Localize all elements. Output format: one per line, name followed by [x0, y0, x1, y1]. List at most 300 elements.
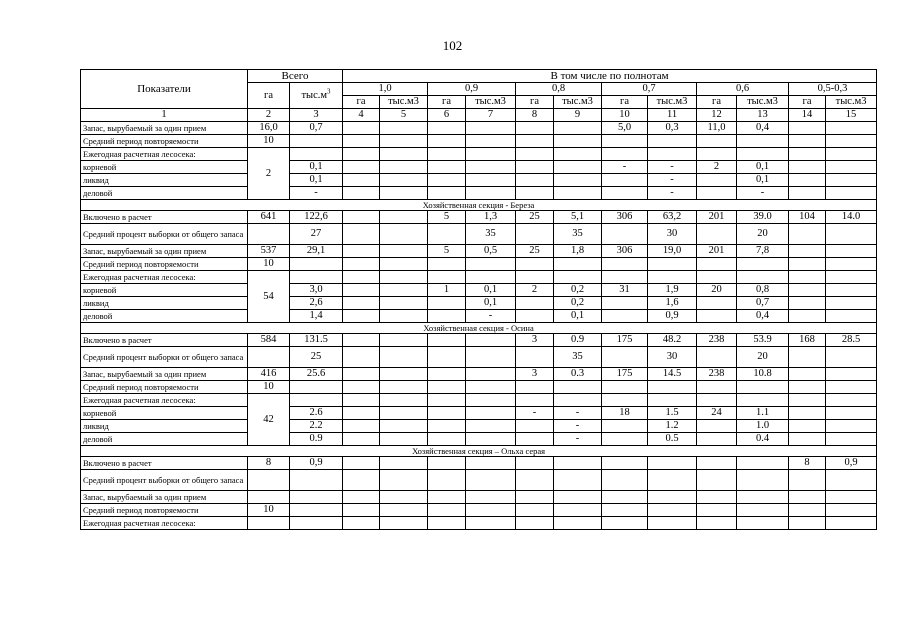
- row-label: Средний процент выборки от общего запаса: [81, 470, 248, 491]
- table-cell: 1: [428, 284, 466, 297]
- table-cell: [380, 420, 428, 433]
- table-cell: [290, 491, 343, 504]
- table-cell: [648, 271, 697, 284]
- table-cell: [697, 381, 737, 394]
- table-cell: [697, 470, 737, 491]
- table-cell: [428, 224, 466, 245]
- table-cell: [826, 381, 877, 394]
- table-cell: [428, 135, 466, 148]
- table-cell: [789, 368, 826, 381]
- table-cell: [428, 187, 466, 200]
- unit-ha: га: [516, 96, 554, 109]
- table-cell: [602, 187, 648, 200]
- row-label: Включено в расчет: [81, 457, 248, 470]
- table-cell: [826, 245, 877, 258]
- table-cell: [466, 122, 516, 135]
- table-cell: [466, 368, 516, 381]
- table-cell: [380, 284, 428, 297]
- table-cell: [428, 491, 466, 504]
- table-cell: 0,1: [290, 174, 343, 187]
- table-cell: [516, 381, 554, 394]
- table-cell: [380, 491, 428, 504]
- density-0-5-0-3: 0,5-0,3: [789, 83, 877, 96]
- table-cell: [343, 310, 380, 323]
- table-cell: [343, 381, 380, 394]
- table-cell: 537: [248, 245, 290, 258]
- table-cell: [343, 347, 380, 368]
- table-cell: [697, 310, 737, 323]
- table-cell: [380, 310, 428, 323]
- table-cell: [343, 491, 380, 504]
- table-cell: 10: [248, 381, 290, 394]
- table-cell: [466, 517, 516, 530]
- row-label: ликвид: [81, 297, 248, 310]
- table-cell: [380, 297, 428, 310]
- table-cell: [737, 148, 789, 161]
- table-cell: [554, 517, 602, 530]
- table-cell: 416: [248, 368, 290, 381]
- table-cell: [343, 174, 380, 187]
- table-cell: [789, 407, 826, 420]
- unit-m3: тыс.м3: [648, 96, 697, 109]
- table-cell: 0,1: [737, 174, 789, 187]
- table-cell: [826, 517, 877, 530]
- table-cell: [428, 470, 466, 491]
- table-cell: 10: [248, 258, 290, 271]
- table-cell: [516, 161, 554, 174]
- table-cell: [516, 394, 554, 407]
- table-cell: [648, 135, 697, 148]
- table-cell: [789, 470, 826, 491]
- table-cell: 5,1: [554, 211, 602, 224]
- table-cell: [466, 258, 516, 271]
- total-header: Всего: [248, 70, 343, 83]
- table-cell: [826, 271, 877, 284]
- annual-ha-cell: 2: [248, 148, 290, 200]
- table-cell: [826, 433, 877, 446]
- table-cell: [466, 407, 516, 420]
- table-cell: 175: [602, 334, 648, 347]
- table-cell: [428, 122, 466, 135]
- table-cell: [380, 457, 428, 470]
- table-cell: [697, 420, 737, 433]
- table-cell: [466, 148, 516, 161]
- table-cell: [826, 491, 877, 504]
- table-cell: 48.2: [648, 334, 697, 347]
- table-cell: [248, 347, 290, 368]
- table-cell: [554, 187, 602, 200]
- table-cell: [697, 347, 737, 368]
- table-cell: [648, 394, 697, 407]
- table-cell: 25: [290, 347, 343, 368]
- table-cell: [789, 161, 826, 174]
- table-cell: [428, 504, 466, 517]
- table-cell: [737, 504, 789, 517]
- table-cell: 27: [290, 224, 343, 245]
- table-cell: [248, 491, 290, 504]
- table-cell: [466, 174, 516, 187]
- table-cell: 1,9: [648, 284, 697, 297]
- table-cell: [343, 148, 380, 161]
- table-cell: 175: [602, 368, 648, 381]
- table-cell: [343, 470, 380, 491]
- table-cell: [343, 245, 380, 258]
- table-cell: [648, 504, 697, 517]
- density-0-7: 0,7: [602, 83, 697, 96]
- table-cell: 5: [428, 245, 466, 258]
- table-cell: 35: [554, 347, 602, 368]
- table-cell: [602, 224, 648, 245]
- row-label: Запас, вырубаемый за один прием: [81, 368, 248, 381]
- table-cell: [516, 271, 554, 284]
- table-cell: [602, 381, 648, 394]
- table-cell: [428, 347, 466, 368]
- table-cell: [826, 135, 877, 148]
- table-cell: [826, 470, 877, 491]
- table-cell: [290, 504, 343, 517]
- col-num: 12: [697, 109, 737, 122]
- density-0-6: 0,6: [697, 83, 789, 96]
- table-cell: [380, 148, 428, 161]
- table-cell: [602, 517, 648, 530]
- table-cell: 0,5: [466, 245, 516, 258]
- table-cell: [697, 504, 737, 517]
- table-cell: [697, 135, 737, 148]
- table-cell: [826, 258, 877, 271]
- table-cell: [826, 187, 877, 200]
- table-row: [81, 224, 877, 245]
- table-cell: 5,0: [602, 122, 648, 135]
- table-cell: [602, 470, 648, 491]
- table-cell: [789, 517, 826, 530]
- table-row: [81, 258, 877, 271]
- table-cell: [737, 381, 789, 394]
- table-cell: [380, 258, 428, 271]
- table-cell: [516, 297, 554, 310]
- table-cell: [789, 394, 826, 407]
- table-cell: [826, 368, 877, 381]
- table-cell: [466, 433, 516, 446]
- table-cell: 5: [428, 211, 466, 224]
- table-cell: [789, 187, 826, 200]
- row-label: Ежегодная расчетная лесосека:: [81, 517, 248, 530]
- row-label: Средний период повторяемости: [81, 381, 248, 394]
- table-cell: [380, 394, 428, 407]
- table-cell: -: [648, 174, 697, 187]
- table-cell: [380, 211, 428, 224]
- table-row: [81, 135, 877, 148]
- table-cell: [554, 122, 602, 135]
- table-cell: [554, 271, 602, 284]
- table-cell: [290, 381, 343, 394]
- table-cell: [826, 224, 877, 245]
- table-cell: 0.3: [554, 368, 602, 381]
- row-label: корневой: [81, 407, 248, 420]
- table-cell: [826, 407, 877, 420]
- table-cell: 20: [737, 224, 789, 245]
- table-cell: -: [466, 310, 516, 323]
- table-cell: 30: [648, 347, 697, 368]
- table-cell: [428, 297, 466, 310]
- table-cell: [826, 347, 877, 368]
- table-cell: [428, 457, 466, 470]
- section-header-row: [81, 200, 877, 211]
- row-label: Средний период повторяемости: [81, 504, 248, 517]
- table-cell: [428, 148, 466, 161]
- table-cell: -: [602, 161, 648, 174]
- table-cell: -: [648, 161, 697, 174]
- table-cell: [466, 504, 516, 517]
- row-label: Ежегодная расчетная лесосека:: [81, 271, 248, 284]
- row-label: Средний период повторяемости: [81, 135, 248, 148]
- table-cell: [602, 491, 648, 504]
- table-row: [81, 420, 877, 433]
- total-m3-header: $тыс.м^3$: [290, 83, 343, 109]
- col-num: 15: [826, 109, 877, 122]
- table-cell: [248, 470, 290, 491]
- table-cell: [516, 258, 554, 271]
- table-cell: 19,0: [648, 245, 697, 258]
- table-cell: [343, 271, 380, 284]
- table-cell: [290, 148, 343, 161]
- table-cell: [466, 187, 516, 200]
- table-cell: 1,6: [648, 297, 697, 310]
- table-cell: 16,0: [248, 122, 290, 135]
- table-cell: 0,4: [737, 310, 789, 323]
- table-row: [81, 310, 877, 323]
- table-cell: [697, 491, 737, 504]
- density-header: В том числе по полнотам: [343, 70, 877, 83]
- table-cell: [826, 297, 877, 310]
- table-cell: [428, 433, 466, 446]
- table-cell: 8: [248, 457, 290, 470]
- table-body: [81, 122, 877, 530]
- table-cell: [466, 161, 516, 174]
- table-cell: [428, 334, 466, 347]
- unit-ha: га: [343, 96, 380, 109]
- table-cell: 1,8: [554, 245, 602, 258]
- table-row: [81, 271, 877, 284]
- table-cell: 10.8: [737, 368, 789, 381]
- table-cell: [554, 457, 602, 470]
- col-num: 10: [602, 109, 648, 122]
- row-label: деловой: [81, 310, 248, 323]
- table-cell: [826, 122, 877, 135]
- table-cell: [826, 161, 877, 174]
- table-cell: [428, 161, 466, 174]
- table-cell: [554, 491, 602, 504]
- table-cell: -: [737, 187, 789, 200]
- table-cell: [516, 187, 554, 200]
- col-num: 3: [290, 109, 343, 122]
- table-cell: [516, 491, 554, 504]
- table-cell: [466, 135, 516, 148]
- table-cell: [516, 148, 554, 161]
- row-label: Запас, вырубаемый за один прием: [81, 245, 248, 258]
- table-cell: [554, 174, 602, 187]
- density-0-8: 0,8: [516, 83, 602, 96]
- section-header-row: [81, 446, 877, 457]
- table-cell: [789, 284, 826, 297]
- table-cell: [428, 271, 466, 284]
- table-cell: [789, 148, 826, 161]
- table-cell: [343, 334, 380, 347]
- row-label: ликвид: [81, 174, 248, 187]
- table-cell: 3: [516, 368, 554, 381]
- table-cell: [466, 381, 516, 394]
- table-cell: 35: [554, 224, 602, 245]
- row-label: корневой: [81, 284, 248, 297]
- table-cell: 168: [789, 334, 826, 347]
- table-cell: [380, 433, 428, 446]
- col-num: 8: [516, 109, 554, 122]
- table-cell: 14.5: [648, 368, 697, 381]
- col-num: 1: [81, 109, 248, 122]
- row-label: Средний период повторяемости: [81, 258, 248, 271]
- table-cell: [380, 245, 428, 258]
- table-header: [81, 70, 877, 122]
- table-cell: 2: [697, 161, 737, 174]
- table-cell: [343, 161, 380, 174]
- table-cell: [737, 517, 789, 530]
- table-cell: [789, 122, 826, 135]
- table-cell: [380, 407, 428, 420]
- table-cell: [343, 258, 380, 271]
- table-cell: [789, 271, 826, 284]
- indicators-header: Показатели: [81, 70, 248, 109]
- table-row: [81, 245, 877, 258]
- table-cell: [290, 271, 343, 284]
- table-cell: [826, 148, 877, 161]
- table-row: [81, 174, 877, 187]
- unit-ha: га: [789, 96, 826, 109]
- table-cell: [602, 174, 648, 187]
- density-1-0: 1,0: [343, 83, 428, 96]
- table-cell: [737, 394, 789, 407]
- table-row: [81, 504, 877, 517]
- table-cell: [648, 381, 697, 394]
- table-row: [81, 470, 877, 491]
- row-label: деловой: [81, 187, 248, 200]
- total-ha-header: га: [248, 83, 290, 109]
- table-cell: [789, 297, 826, 310]
- table-cell: [789, 245, 826, 258]
- density-0-9: 0,9: [428, 83, 516, 96]
- table-cell: [737, 491, 789, 504]
- col-num: 6: [428, 109, 466, 122]
- table-cell: [602, 271, 648, 284]
- table-cell: [343, 457, 380, 470]
- unit-m3: тыс.м3: [826, 96, 877, 109]
- table-cell: 11,0: [697, 122, 737, 135]
- table-cell: 1.0: [737, 420, 789, 433]
- row-label: Ежегодная расчетная лесосека:: [81, 148, 248, 161]
- table-cell: [554, 504, 602, 517]
- table-cell: [428, 381, 466, 394]
- table-cell: 14.0: [826, 211, 877, 224]
- section-header-row: [81, 323, 877, 334]
- unit-m3: тыс.м3: [554, 96, 602, 109]
- table-cell: [516, 135, 554, 148]
- table-row: [81, 297, 877, 310]
- table-cell: 0,9: [290, 457, 343, 470]
- table-cell: [343, 135, 380, 148]
- table-cell: [789, 504, 826, 517]
- table-cell: [343, 433, 380, 446]
- row-label: Средний процент выборки от общего запаса: [81, 224, 248, 245]
- table-cell: [648, 491, 697, 504]
- table-cell: 0,9: [648, 310, 697, 323]
- table-cell: [737, 271, 789, 284]
- row-label: Средний процент выборки от общего запаса: [81, 347, 248, 368]
- table-cell: 238: [697, 334, 737, 347]
- unit-m3: тыс.м3: [380, 96, 428, 109]
- row-label: Ежегодная расчетная лесосека:: [81, 394, 248, 407]
- table-row: [81, 284, 877, 297]
- table-cell: [380, 504, 428, 517]
- table-cell: [789, 420, 826, 433]
- table-cell: [648, 148, 697, 161]
- table-cell: [343, 420, 380, 433]
- table-cell: 2.2: [290, 420, 343, 433]
- table-cell: [697, 297, 737, 310]
- table-cell: [248, 224, 290, 245]
- table-cell: -: [554, 407, 602, 420]
- col-num: 5: [380, 109, 428, 122]
- table-cell: [290, 135, 343, 148]
- table-cell: [602, 504, 648, 517]
- table-cell: 31: [602, 284, 648, 297]
- table-cell: [343, 187, 380, 200]
- table-cell: [343, 297, 380, 310]
- table-cell: [648, 457, 697, 470]
- table-cell: [343, 368, 380, 381]
- table-cell: 10: [248, 504, 290, 517]
- table-cell: 0.5: [648, 433, 697, 446]
- table-cell: [826, 174, 877, 187]
- section-title: Хозяйственная секция - Береза: [81, 200, 877, 211]
- table-cell: 2: [516, 284, 554, 297]
- table-cell: [290, 258, 343, 271]
- table-cell: 0,1: [737, 161, 789, 174]
- row-label: корневой: [81, 161, 248, 174]
- table-cell: 39.0: [737, 211, 789, 224]
- table-cell: [697, 394, 737, 407]
- table-cell: [697, 224, 737, 245]
- table-cell: 306: [602, 245, 648, 258]
- table-cell: 0.9: [290, 433, 343, 446]
- table-cell: [789, 174, 826, 187]
- table-cell: [428, 517, 466, 530]
- table-cell: 1,4: [290, 310, 343, 323]
- table-cell: [789, 491, 826, 504]
- table-cell: 7,8: [737, 245, 789, 258]
- unit-ha: га: [602, 96, 648, 109]
- table-cell: [648, 258, 697, 271]
- table-cell: [826, 394, 877, 407]
- table-cell: [554, 135, 602, 148]
- table-cell: 20: [737, 347, 789, 368]
- table-cell: [554, 148, 602, 161]
- table-row: [81, 491, 877, 504]
- table-cell: [737, 135, 789, 148]
- table-cell: [516, 504, 554, 517]
- table-cell: [697, 258, 737, 271]
- table-cell: [516, 347, 554, 368]
- table-cell: [343, 211, 380, 224]
- table-cell: [343, 122, 380, 135]
- table-cell: [380, 347, 428, 368]
